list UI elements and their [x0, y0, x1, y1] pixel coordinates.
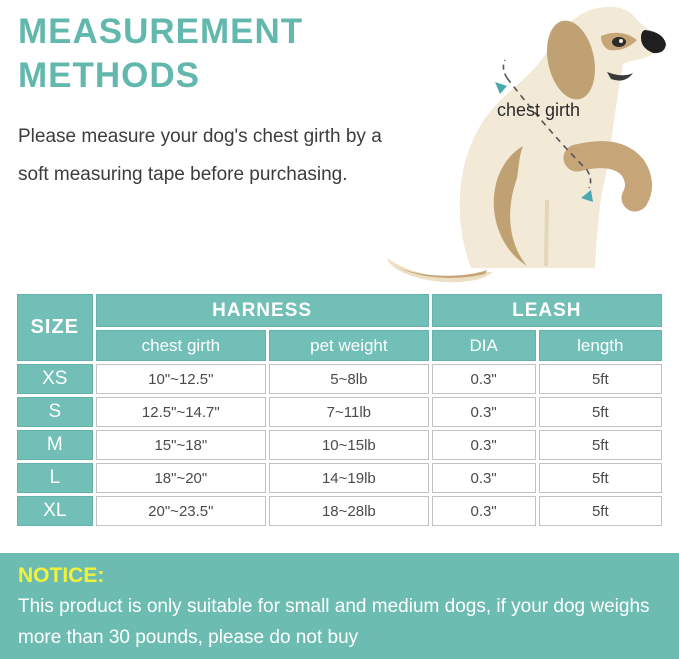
dog-svg: [385, 0, 679, 292]
notice-heading: NOTICE:: [18, 564, 105, 587]
table-row-s: [17, 397, 662, 427]
size-label: S: [17, 397, 93, 427]
chest-girth-label: chest girth: [497, 100, 581, 120]
table-row-m: [17, 430, 662, 460]
dia-value: 0.3": [432, 364, 536, 394]
pet-weight-value: 14~19lb: [269, 463, 429, 493]
dia-value: 0.3": [432, 430, 536, 460]
size-label: XL: [17, 496, 93, 526]
table-group-header-row: [17, 294, 662, 327]
pet-weight-value: 18~28lb: [269, 496, 429, 526]
chest-girth-column-header: chest girth: [96, 330, 267, 361]
size-chart-table: [14, 291, 665, 529]
pet-weight-value: 5~8lb: [269, 364, 429, 394]
length-value: 5ft: [539, 364, 662, 394]
size-column-header: SIZE: [17, 294, 93, 361]
notice-body: This product is only suitable for small and medium dogs, if your dog weighs more than 30 pounds, please do not buy: [18, 596, 650, 648]
dia-value: 0.3": [432, 496, 536, 526]
chest-girth-value: 20"~23.5": [96, 496, 267, 526]
chest-girth-value: 15"~18": [96, 430, 267, 460]
length-value: 5ft: [539, 397, 662, 427]
dog-illustration: [385, 0, 679, 292]
length-column-header: length: [539, 330, 662, 361]
table-row-xl: [17, 496, 662, 526]
chest-girth-value: 12.5"~14.7": [96, 397, 267, 427]
pet-weight-value: 7~11lb: [269, 397, 429, 427]
pet-weight-column-header: pet weight: [269, 330, 429, 361]
dog-eye: [612, 37, 626, 47]
dia-value: 0.3": [432, 397, 536, 427]
dia-value: 0.3": [432, 463, 536, 493]
table-sub-header-row: [17, 330, 662, 361]
leash-group-header: LEASH: [432, 294, 662, 327]
notice-banner: [0, 553, 679, 659]
pet-weight-value: 10~15lb: [269, 430, 429, 460]
size-label: M: [17, 430, 93, 460]
chest-girth-value: 18"~20": [96, 463, 267, 493]
page-title-line2: METHODS: [18, 56, 200, 95]
harness-group-header: HARNESS: [96, 294, 429, 327]
length-value: 5ft: [539, 463, 662, 493]
chest-girth-dash-hook-top: [503, 60, 507, 78]
chest-girth-value: 10"~12.5": [96, 364, 267, 394]
length-value: 5ft: [539, 430, 662, 460]
table-row-xs: [17, 364, 662, 394]
size-label: L: [17, 463, 93, 493]
dog-eye-highlight: [619, 39, 623, 43]
length-value: 5ft: [539, 496, 662, 526]
size-label: XS: [17, 364, 93, 394]
dia-column-header: DIA: [432, 330, 536, 361]
table-row-l: [17, 463, 662, 493]
intro-paragraph: Please measure your dog's chest girth by a soft measuring tape before purchasing.: [18, 126, 382, 185]
page-title-line1: MEASUREMENT: [18, 12, 304, 51]
page-title: [18, 10, 303, 98]
chest-girth-arrow-top: [495, 82, 507, 94]
